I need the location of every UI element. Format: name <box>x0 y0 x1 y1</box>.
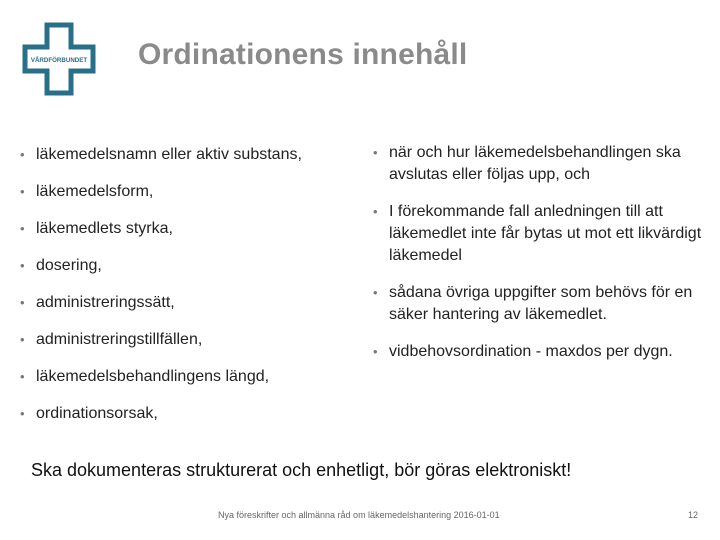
footer-text: Nya föreskrifter och allmänna råd om läkemedelshantering 2016-01-01 <box>218 510 500 520</box>
list-item: • vidbehovsordination - maxdos per dygn. <box>373 341 703 363</box>
list-item: • sådana övriga uppgifter som behövs för en säker hantering av läkemedlet. <box>373 282 703 326</box>
page-number: 12 <box>688 510 699 520</box>
list-item: • läkemedelsnamn eller aktiv substans, <box>20 144 350 166</box>
list-item: • läkemedelsform, <box>20 181 350 203</box>
list-item: • I förekommande fall anledningen till att läkemedlet inte får bytas ut mot ett likvärdigt läkemedel <box>373 201 703 267</box>
documentation-note: Ska dokumenteras strukturerat och enhetligt, bör göras elektroniskt! <box>31 460 572 480</box>
page-title: Ordinationens innehåll <box>138 38 468 71</box>
list-item: • administreringstillfällen, <box>20 329 350 351</box>
left-bullet-list <box>20 144 350 440</box>
vardforbundet-logo <box>22 22 96 96</box>
list-item: • när och hur läkemedelsbehandlingen ska avslutas eller följas upp, och <box>373 142 703 186</box>
right-bullet-list <box>373 142 703 378</box>
logo-text: VÅRDFÖRBUNDET <box>30 57 88 64</box>
list-item: • administreringssätt, <box>20 292 350 314</box>
list-item: • ordinationsorsak, <box>20 403 350 425</box>
list-item: • läkemedlets styrka, <box>20 218 350 240</box>
list-item: • läkemedelsbehandlingens längd, <box>20 366 350 388</box>
list-item: • dosering, <box>20 255 350 277</box>
